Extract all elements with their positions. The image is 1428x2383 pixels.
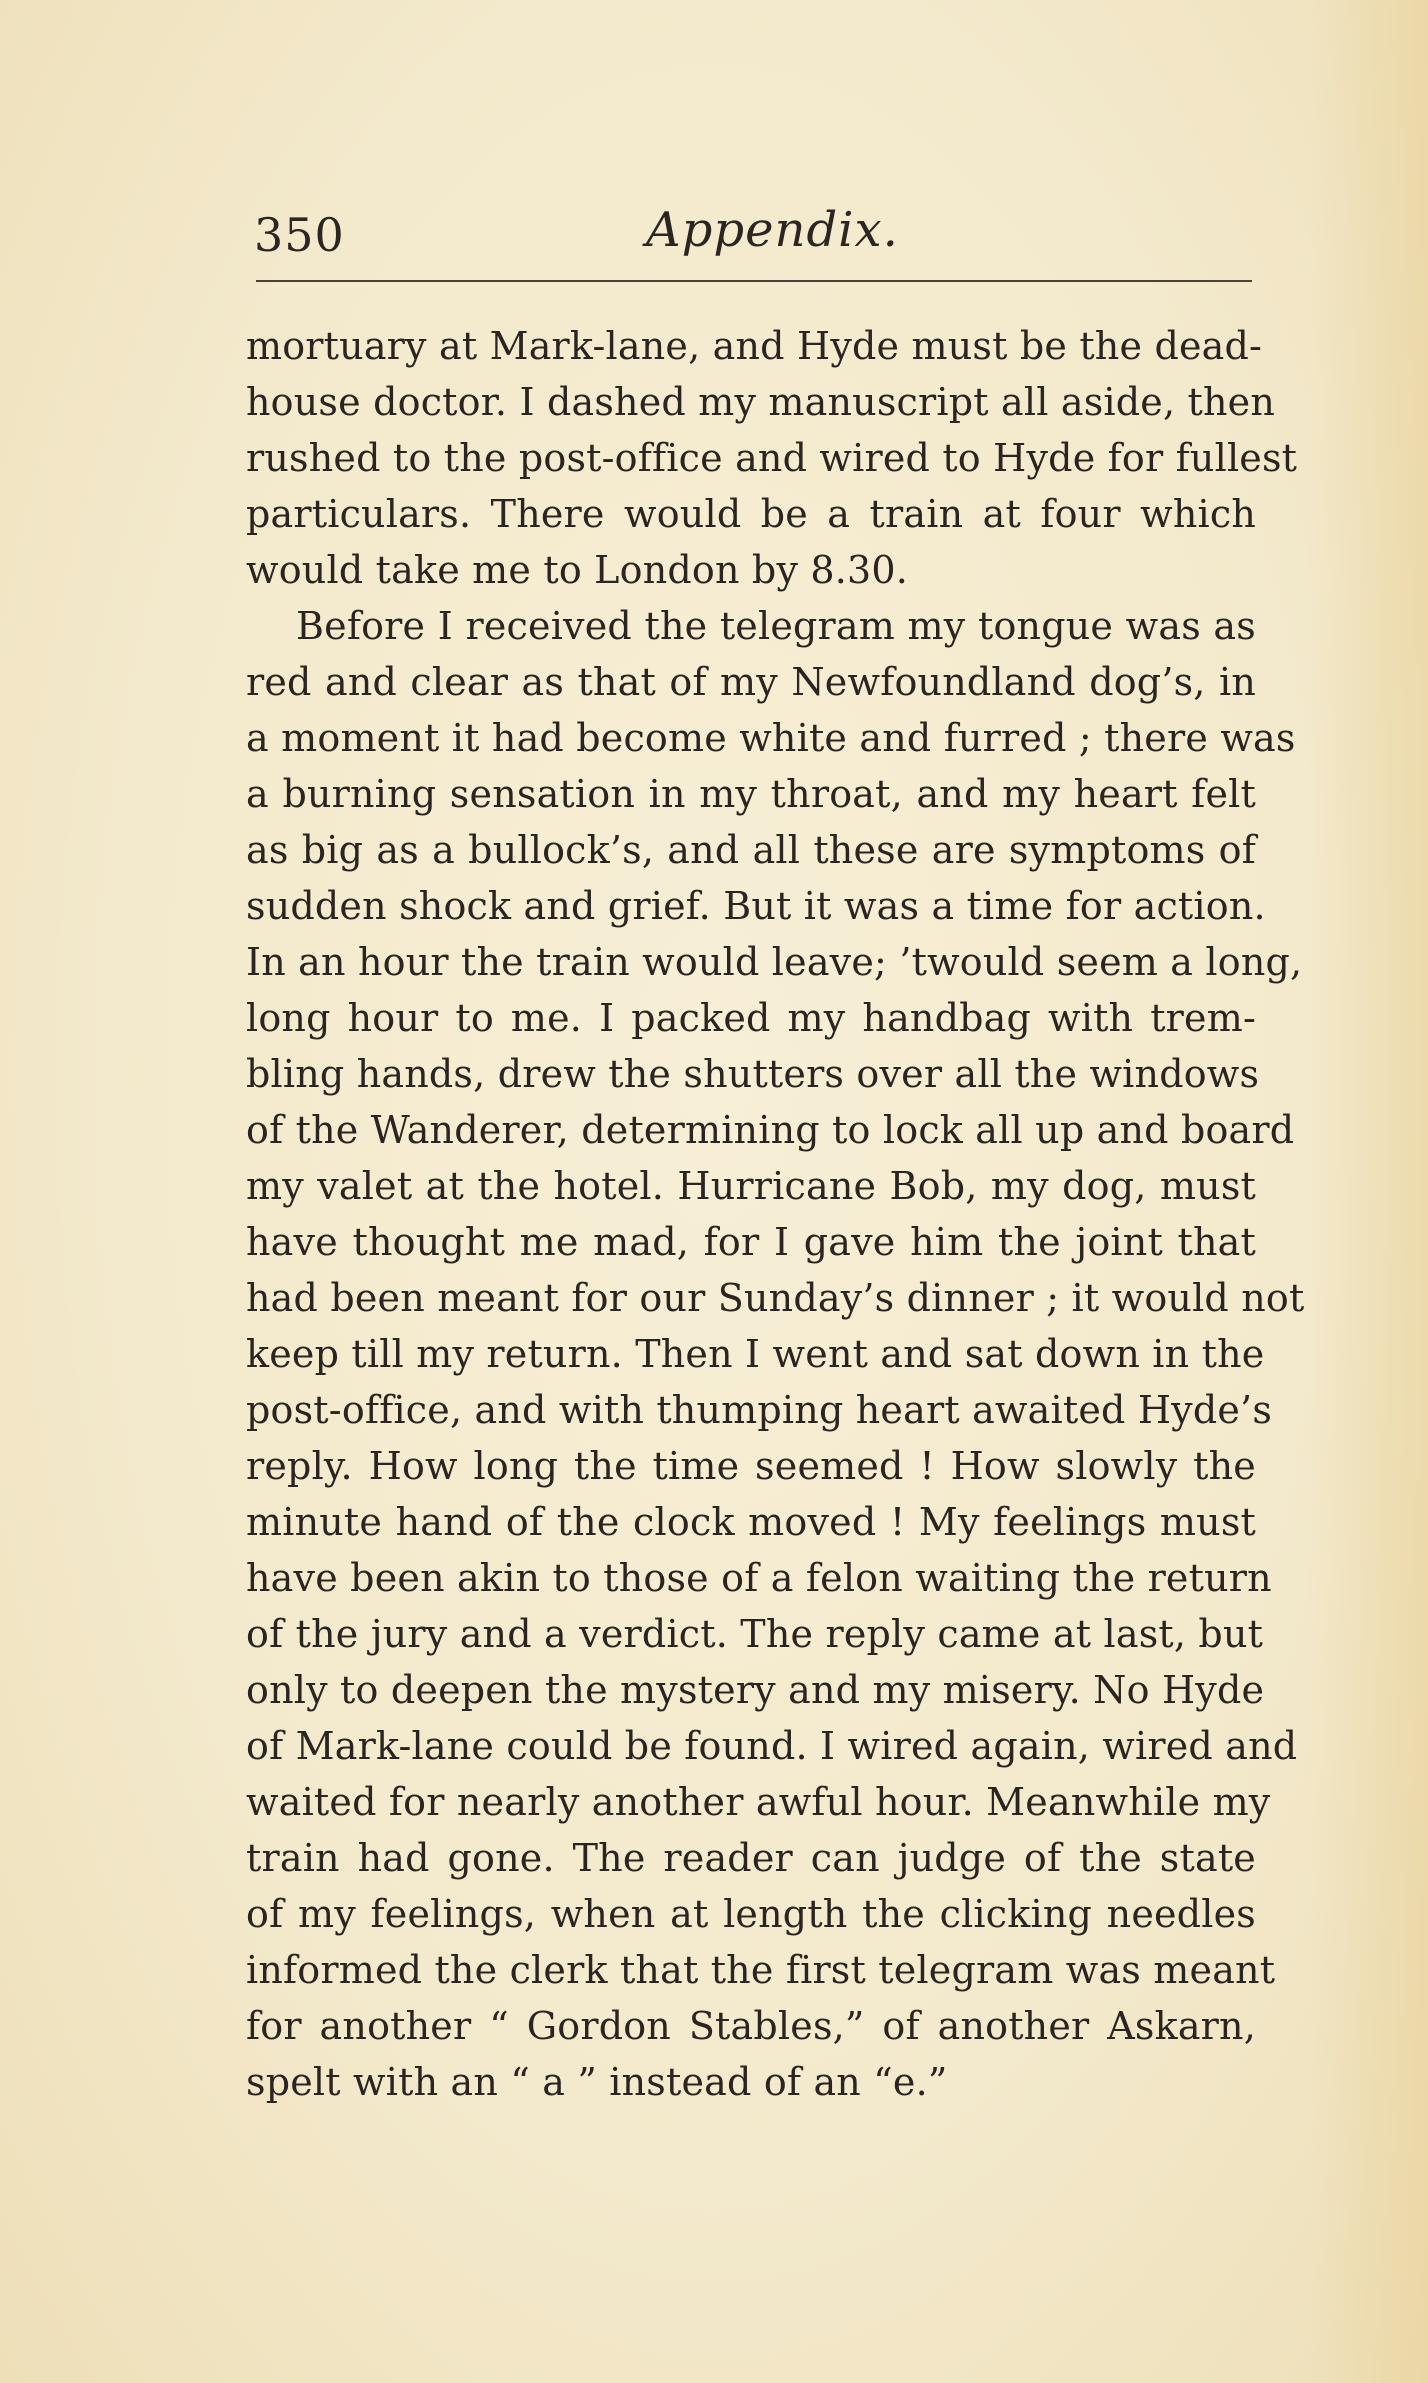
running-title: Appendix.: [646, 202, 899, 258]
text-line: for another “ Gordon Stables,” of another Askarn,: [246, 2004, 1256, 2048]
text-line: reply. How long the time seemed ! How slowly the: [246, 1444, 1256, 1488]
page-edge-shading: [1308, 0, 1428, 2383]
text-line: a moment it had become white and furred ; there was: [246, 716, 1296, 760]
text-line: sudden shock and grief. But it was a time for action.: [246, 884, 1266, 928]
text-line: a burning sensation in my throat, and my heart felt: [246, 772, 1256, 816]
text-line: In an hour the train would leave; ’twould seem a long,: [246, 940, 1303, 984]
text-line: spelt with an “ a ” instead of an “e.”: [246, 2060, 948, 2104]
text-line: of the Wanderer, determining to lock all up and board: [246, 1108, 1295, 1152]
text-line: bling hands, drew the shutters over all the windows: [246, 1052, 1260, 1096]
text-line: of my feelings, when at length the clicking needles: [246, 1892, 1256, 1936]
text-line: particulars. There would be a train at four which: [246, 492, 1256, 536]
text-line: rushed to the post-office and wired to Hyde for fullest: [246, 436, 1298, 480]
text-line: my valet at the hotel. Hurricane Bob, my dog, must: [246, 1164, 1256, 1208]
text-line: of the jury and a verdict. The reply came at last, but: [246, 1612, 1264, 1656]
page-number: 350: [254, 208, 345, 262]
text-line: minute hand of the clock moved ! My feelings must: [246, 1500, 1256, 1544]
text-line: Before I received the telegram my tongue was as: [296, 604, 1256, 648]
text-line: only to deepen the mystery and my misery. No Hyde: [246, 1668, 1265, 1712]
text-line: red and clear as that of my Newfoundland dog’s, in: [246, 660, 1256, 704]
text-line: long hour to me. I packed my handbag with trem-: [246, 996, 1256, 1040]
text-line: post-office, and with thumping heart awaited Hyde’s: [246, 1388, 1273, 1432]
text-line: had been meant for our Sunday’s dinner ; it would not: [246, 1276, 1305, 1320]
page-header: [246, 196, 1254, 286]
text-line: informed the clerk that the first telegram was meant: [246, 1948, 1276, 1992]
text-line: as big as a bullock’s, and all these are symptoms of: [246, 828, 1256, 872]
text-line: have been akin to those of a felon waiting the return: [246, 1556, 1272, 1600]
text-line: keep till my return. Then I went and sat down in the: [246, 1332, 1265, 1376]
text-line: train had gone. The reader can judge of the state: [246, 1836, 1256, 1880]
header-rule: [256, 280, 1252, 282]
text-line: mortuary at Mark-lane, and Hyde must be the dead-: [246, 324, 1263, 368]
text-line: house doctor. I dashed my manuscript all aside, then: [246, 380, 1276, 424]
text-line: waited for nearly another awful hour. Meanwhile my: [246, 1780, 1271, 1824]
text-line: of Mark-lane could be found. I wired again, wired and: [246, 1724, 1298, 1768]
text-line: have thought me mad, for I gave him the joint that: [246, 1220, 1256, 1264]
text-line: would take me to London by 8.30.: [246, 548, 909, 592]
body-text: [246, 318, 1305, 2110]
